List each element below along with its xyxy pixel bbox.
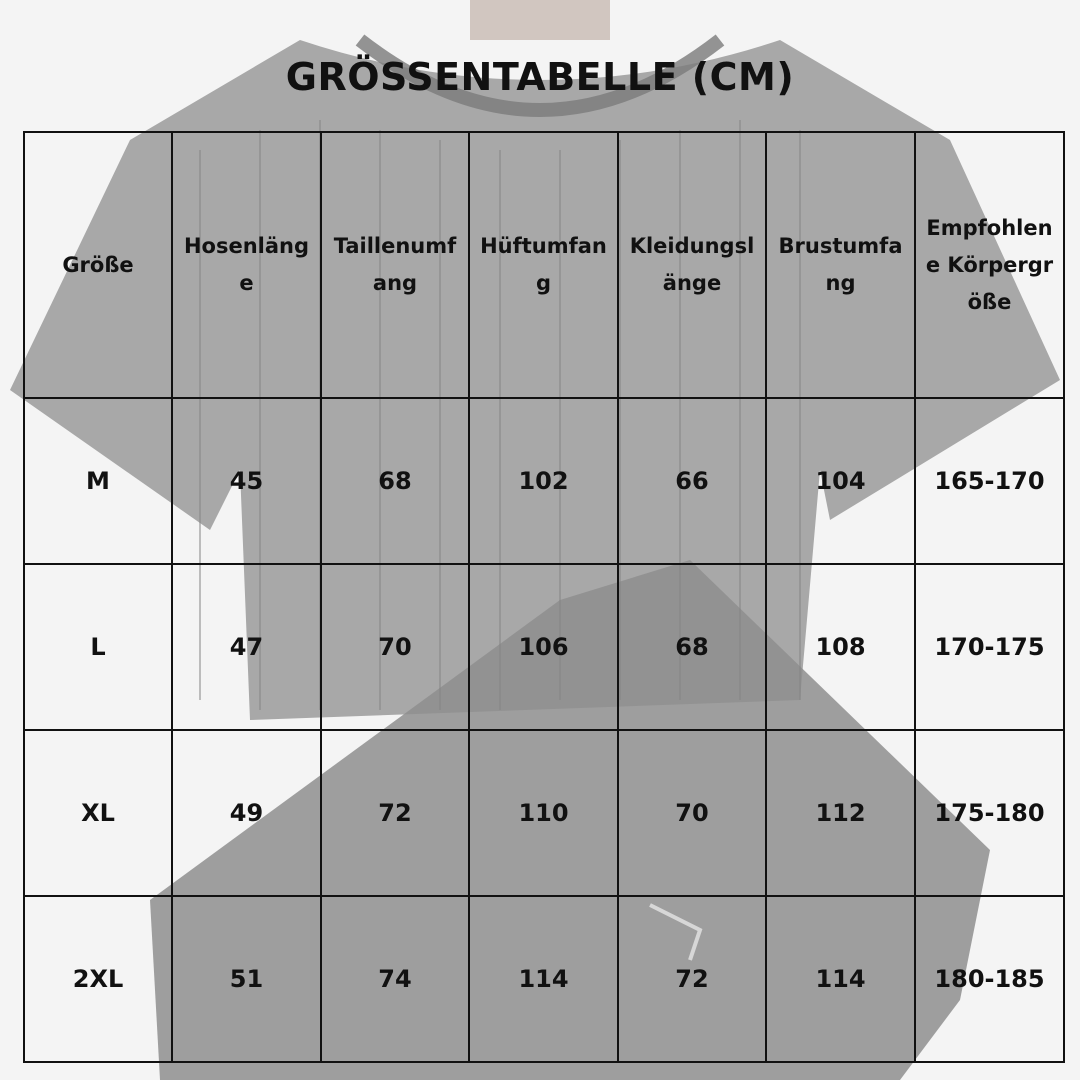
cell-hip: 102	[469, 398, 618, 564]
cell-hip: 110	[469, 730, 618, 896]
header-size: Größe	[24, 132, 172, 398]
cell-size: L	[24, 564, 172, 730]
cell-pants-length: 51	[172, 896, 321, 1062]
cell-pants-length: 47	[172, 564, 321, 730]
cell-chest: 104	[766, 398, 915, 564]
table-row	[24, 398, 1064, 564]
cell-recommended-height: 175-180	[915, 730, 1064, 896]
cell-size: 2XL	[24, 896, 172, 1062]
cell-waist: 72	[321, 730, 469, 896]
cell-size: XL	[24, 730, 172, 896]
size-table	[23, 131, 1065, 1063]
header-chest: Brustumfang	[766, 132, 915, 398]
cell-garment-length: 66	[618, 398, 766, 564]
cell-pants-length: 45	[172, 398, 321, 564]
cell-waist: 68	[321, 398, 469, 564]
cell-chest: 112	[766, 730, 915, 896]
header-waist: Taillenumfang	[321, 132, 469, 398]
cell-garment-length: 72	[618, 896, 766, 1062]
table-row	[24, 564, 1064, 730]
cell-recommended-height: 165-170	[915, 398, 1064, 564]
cell-hip: 114	[469, 896, 618, 1062]
cell-waist: 70	[321, 564, 469, 730]
cell-garment-length: 68	[618, 564, 766, 730]
cell-chest: 114	[766, 896, 915, 1062]
cell-chest: 108	[766, 564, 915, 730]
cell-garment-length: 70	[618, 730, 766, 896]
cell-waist: 74	[321, 896, 469, 1062]
header-pants-length: Hosenlänge	[172, 132, 321, 398]
page-title: GRÖSSENTABELLE (CM)	[285, 55, 795, 99]
cell-recommended-height: 170-175	[915, 564, 1064, 730]
cell-pants-length: 49	[172, 730, 321, 896]
header-hip: Hüftumfang	[469, 132, 618, 398]
cell-hip: 106	[469, 564, 618, 730]
table-row	[24, 896, 1064, 1062]
table-header-row	[24, 132, 1064, 398]
header-garment-length: Kleidungslänge	[618, 132, 766, 398]
cell-recommended-height: 180-185	[915, 896, 1064, 1062]
table-row	[24, 730, 1064, 896]
header-recommended-height: Empfohlene Körpergröße	[915, 132, 1064, 398]
cell-size: M	[24, 398, 172, 564]
